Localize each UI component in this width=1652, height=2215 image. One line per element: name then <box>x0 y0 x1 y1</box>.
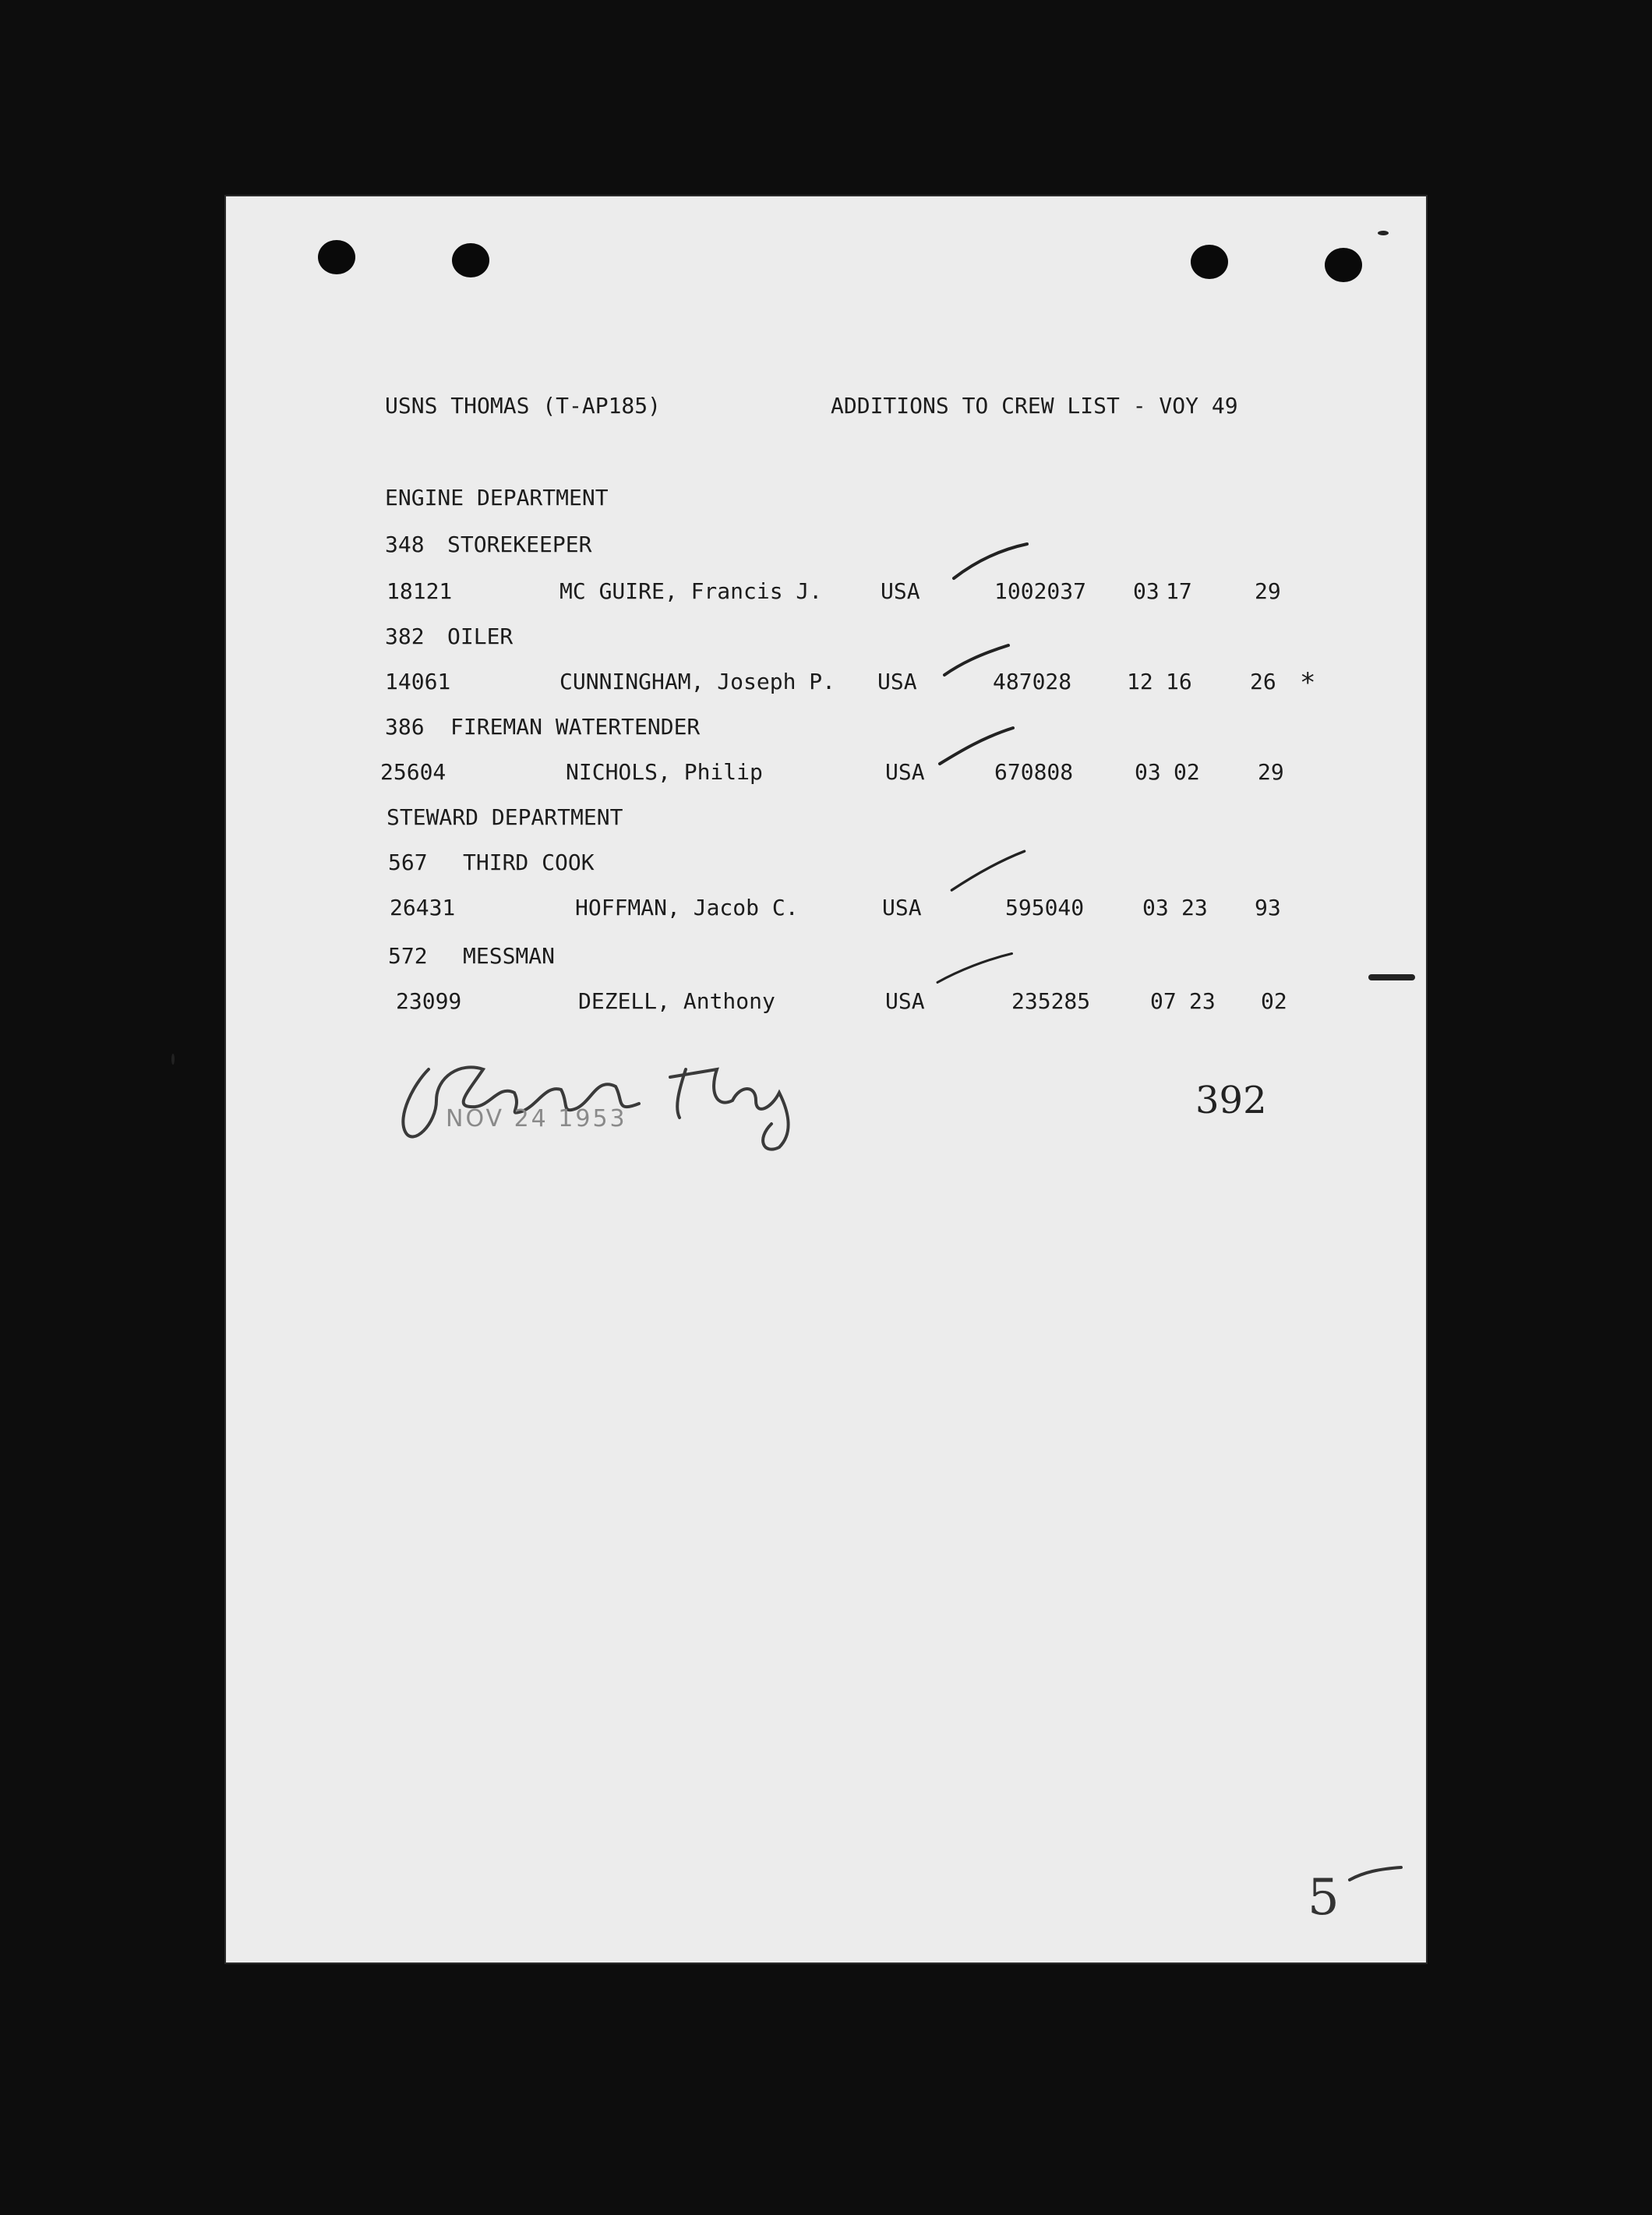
birth-year: 26 <box>1250 669 1276 694</box>
department-heading: ENGINE DEPARTMENT <box>385 485 609 510</box>
crew-number: 26431 <box>390 895 456 920</box>
rating-title: FIREMAN WATERTENDER <box>450 714 701 740</box>
scan-speck <box>171 1054 175 1065</box>
document-title: ADDITIONS TO CREW LIST - VOY 49 <box>831 393 1238 419</box>
check-mark-icon <box>951 539 1029 586</box>
birth-day: 23 <box>1181 895 1208 920</box>
asterisk-mark: * <box>1300 667 1316 698</box>
punch-hole-1 <box>318 240 355 274</box>
crew-number: 23099 <box>396 988 462 1014</box>
document-id: 595040 <box>1005 895 1085 920</box>
citizenship: USA <box>885 759 925 785</box>
check-mark-icon <box>937 723 1015 770</box>
corner-mark: 5 <box>1308 1869 1340 1927</box>
crew-name: HOFFMAN, Jacob C. <box>575 895 799 920</box>
handwritten-signature <box>390 1046 826 1155</box>
document-id: 235285 <box>1011 988 1091 1014</box>
document-id: 670808 <box>994 759 1074 785</box>
rating-title: THIRD COOK <box>463 850 595 875</box>
ship-name: USNS THOMAS (T-AP185) <box>385 393 662 419</box>
rating-code: 386 <box>385 714 425 740</box>
document-id: 487028 <box>993 669 1072 694</box>
birth-month: 07 <box>1150 988 1177 1014</box>
crew-name: MC GUIRE, Francis J. <box>559 578 823 604</box>
check-mark-icon <box>935 945 1013 991</box>
punch-hole-2 <box>452 243 489 277</box>
citizenship: USA <box>885 988 925 1014</box>
citizenship: USA <box>881 578 920 604</box>
birth-month: 03 <box>1142 895 1169 920</box>
crew-number: 18121 <box>387 578 453 604</box>
rating-code: 567 <box>388 850 428 875</box>
date-stamp: NOV 24 1953 <box>446 1105 627 1132</box>
rating-title: STOREKEEPER <box>447 532 592 557</box>
crew-name: CUNNINGHAM, Joseph P. <box>559 669 836 694</box>
birth-day: 23 <box>1189 988 1216 1014</box>
rating-code: 382 <box>385 624 425 649</box>
citizenship: USA <box>882 895 922 920</box>
page-number: 392 <box>1195 1079 1267 1122</box>
crew-number: 14061 <box>385 669 451 694</box>
crew-number: 25604 <box>380 759 447 785</box>
crew-name: NICHOLS, Philip <box>566 759 763 785</box>
scan-speck <box>1378 231 1389 235</box>
rating-code: 348 <box>385 532 425 557</box>
check-mark-icon <box>941 638 1019 684</box>
rating-code: 572 <box>388 943 428 969</box>
birth-month: 03 <box>1133 578 1160 604</box>
check-mark-icon <box>949 848 1027 895</box>
birth-year: 29 <box>1258 759 1284 785</box>
birth-year: 02 <box>1261 988 1287 1014</box>
birth-year: 93 <box>1255 895 1281 920</box>
birth-month: 12 <box>1127 669 1153 694</box>
birth-day: 02 <box>1174 759 1200 785</box>
birth-day: 16 <box>1166 669 1192 694</box>
rating-title: MESSMAN <box>463 943 556 969</box>
birth-year: 29 <box>1255 578 1281 604</box>
citizenship: USA <box>877 669 917 694</box>
rating-title: OILER <box>447 624 514 649</box>
punch-hole-4 <box>1325 248 1362 282</box>
document-page <box>226 196 1426 1962</box>
document-id: 1002037 <box>994 578 1087 604</box>
punch-hole-3 <box>1191 245 1228 279</box>
corner-mark-stroke <box>1348 1864 1403 1888</box>
birth-month: 03 <box>1135 759 1161 785</box>
crew-name: DEZELL, Anthony <box>578 988 775 1014</box>
scan-speck <box>1368 974 1415 980</box>
birth-day: 17 <box>1166 578 1192 604</box>
department-heading: STEWARD DEPARTMENT <box>387 804 623 830</box>
